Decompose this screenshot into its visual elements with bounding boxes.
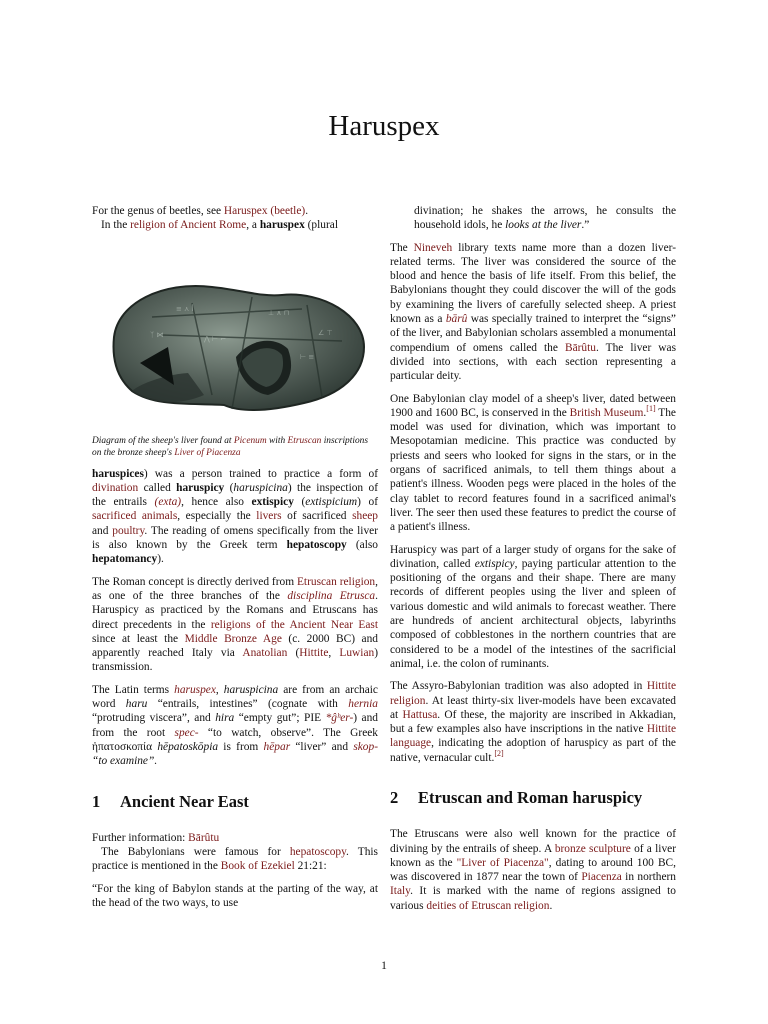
section-heading-etruscan-roman: 2 Etruscan and Roman haruspicy [390,787,643,807]
right-column [390,204,676,921]
link-haruspex[interactable]: haruspex [174,683,216,696]
svg-text:⋀ ⊢ ⌐: ⋀ ⊢ ⌐ [204,334,227,343]
link-poultry[interactable]: poultry [112,524,145,537]
figure-caption: Diagram of the sheep's liver found at Picenum with Etruscan inscriptions on the bronze sheep's Liver of Piacenza [92,435,368,458]
link-piacenza[interactable]: Piacenza [581,871,622,884]
link-disciplina-etrusca[interactable]: disciplina Etrusca [287,589,376,602]
link-italy[interactable]: Italy [390,885,411,898]
link-barutu-further[interactable]: Bārûtu [188,831,220,844]
svg-text:∠ ⊤: ∠ ⊤ [318,328,333,337]
link-religion-ancient-rome[interactable]: religion of Ancient Rome [130,219,247,232]
link-deities-etruscan-religion[interactable]: deities of Etruscan religion [426,899,550,912]
link-luwian[interactable]: Luwian [339,647,375,660]
liver-of-piacenza-image [92,245,382,425]
link-sacrificed-animals[interactable]: sacrificed animals [92,510,178,523]
paragraph-nineveh: The Nineveh library texts name more than a dozen liver-related terms. The liver was considered the source of the blood and hence the basis of life itself. From this belief, the Babylonians thought they could discover the will of the gods by examining the livers of carefully selected sheep. A priest known as a bārû was specially trained to interpret the “signs” of the liver, and Babylonian scholars assembled a monumental compendium of omens called the Bārûtu. The liver was divided into sections, with each section representing a particular deity. [390,241,677,383]
link-liver-of-piacenza-quoted[interactable]: "Liver of Piacenza" [456,856,549,869]
left-column [92,204,378,918]
link-hittite-religion[interactable]: Hittite religion [390,680,676,707]
link-hepar[interactable]: hēpar [263,740,291,753]
svg-text:≡ ⋏ ꟾ: ≡ ⋏ ꟾ [176,304,194,313]
liver-figure[interactable] [92,245,382,425]
section-heading-ancient-near-east: 1 Ancient Near East [92,791,249,811]
paragraph-babylonians: The Babylonians were famous for hepatoscopy. This practice is mentioned in the Book of Ezekiel 21:21: [92,846,378,873]
link-baru[interactable]: bārû [445,313,468,326]
link-hittite[interactable]: Hittite [299,647,329,660]
svg-text:⊥ ∧ ⊓: ⊥ ∧ ⊓ [268,308,290,317]
paragraph-extispicy: Haruspicy was part of a larger study of organs for the sake of divination, called extispicy, paying particular attention to the positioning of the organs and their shape. There are many records of different peoples using the liver and spleen of various domestic and wild animals to forecast weather. There are hundreds of ancient architectural objects, labyrinths composed of cobblestones in the northern countries that are considered to be a model of the intestines of the sacrificial animal, i.e. the colon of ruminants. [390,543,676,670]
link-skop[interactable]: skop- [353,740,378,753]
link-etruscan-religion[interactable]: Etruscan religion [296,575,376,588]
page-number: 1 [381,960,387,972]
svg-text:ᛉ ⋈: ᛉ ⋈ [150,330,164,339]
link-middle-bronze-age[interactable]: Middle Bronze Age [184,632,282,645]
link-anatolian[interactable]: Anatolian [242,647,288,660]
paragraph-definition: haruspices) was a person trained to practice a form of divination called haruspicy (haruspicina) the inspection of the entrails (exta), hence also extispicy (extispicium) of sacrificed animals, especially the livers of sacrificed sheep and poultry. The reading of omens specifically from the liver is also known by the Greek term hepatoscopy (also hepatomancy). [92,467,378,566]
paragraph-etruscans: The Etruscans were also well known for the practice of divining by the entrails of sheep. A bronze sculpture of a liver known as the "Liver of Piacenza", dating to around 100 BC, was discovered in 1877 near the town of Piacenza in northern Italy. It is marked with the name of regions assigned to various deities of Etruscan religion. [390,828,676,912]
link-sheep[interactable]: sheep [352,510,378,523]
reference-2[interactable]: [2] [494,748,504,758]
link-book-of-ezekiel[interactable]: Book of Ezekiel [220,860,295,873]
link-picenum[interactable]: Picenum [233,435,267,446]
link-hattusa[interactable]: Hattusa [402,708,438,721]
link-hepatoscopy[interactable]: hepatoscopy [289,846,347,859]
hatnote: For the genus of beetles, see Haruspex (beetle). [92,205,309,217]
link-livers[interactable]: livers [256,510,282,523]
paragraph-etymology: The Latin terms haruspex, haruspicina are from an archaic word haru “entrails, intestines” (cognate with hernia “protruding viscera”, and hira “empty gut”; PIE *ĝʰer-) and from the root spec- “to watch, observe”. The Greek ἡπατοσκοπία hēpatoskōpia is from hēpar “liver” and skop- “to examine”. [92,683,379,768]
link-liver-of-piacenza[interactable]: Liver of Piacenza [174,447,241,458]
link-exta[interactable]: (exta) [154,496,182,509]
link-spec[interactable]: spec- [174,726,199,739]
paragraph-clay-model: One Babylonian clay model of a sheep's liver, dated between 1900 and 1600 BC, is conserved in the British Museum.[1] The model was used for divination, which was important to Mesopotamian medicine. This practice was conducted by priests and seers who looked for signs in the stars, or in the organs of sacrificed animals, to tell them things about a patient's illness. Wooden pegs were placed in the holes of the clay tablet to record features found in a sacrificed animal's liver. The seer then used these features to predict the course of a patient's illness. [390,392,676,534]
link-hernia[interactable]: hernia [348,698,378,711]
blockquote-ezekiel: “For the king of Babylon stands at the parting of the way, at the head of the two ways, to use [92,882,378,910]
link-barutu[interactable]: Bārûtu [564,341,596,354]
reference-1[interactable]: [1] [646,404,656,414]
link-etruscan[interactable]: Etruscan [287,435,322,446]
svg-text:⊢ ≡: ⊢ ≡ [300,352,315,361]
link-hittite-language[interactable]: Hittite language [390,723,676,750]
paragraph-assyro-babylonian: The Assyro-Babylonian tradition was also adopted in Hittite religion. At least thirty-six liver-models have been excavated at Hattusa. Of these, the majority are inscribed in Akkadian, but a few examples also have inscriptions in the native Hittite language, indicating the adoption of haruspicy as part of the native, vernacular cult.[2] [390,680,676,764]
link-nineveh[interactable]: Nineveh [413,241,453,254]
link-british-museum[interactable]: British Museum [569,406,644,419]
blockquote-ezekiel-continued: divination; he shakes the arrows, he consults the household idols, he looks at the liver.” [414,205,676,232]
link-divination[interactable]: divination [92,481,139,494]
link-bronze-sculpture[interactable]: bronze sculpture [554,842,631,855]
paragraph-roman-concept: The Roman concept is directly derived from Etruscan religion, as one of the three branches of the disciplina Etrusca. Haruspicy as practiced by the Romans and Etruscans has direct precedents in the religions of the Ancient Near East since at least the Middle Bronze Age (c. 2000 BC) and apparently reached Italy via Anatolian (Hittite, Luwian) transmission. [92,575,378,674]
link-pie-root[interactable]: *ĝʰer- [325,712,354,725]
page-title: Haruspex [328,110,440,142]
hatnote-link[interactable]: Haruspex (beetle) [223,205,306,217]
further-information: Further information: Bārûtu [92,831,220,844]
link-religions-ancient-near-east[interactable]: religions of the Ancient Near East [210,618,378,631]
intro-paragraph: In the religion of Ancient Rome, a haruspex (plural [101,219,338,232]
